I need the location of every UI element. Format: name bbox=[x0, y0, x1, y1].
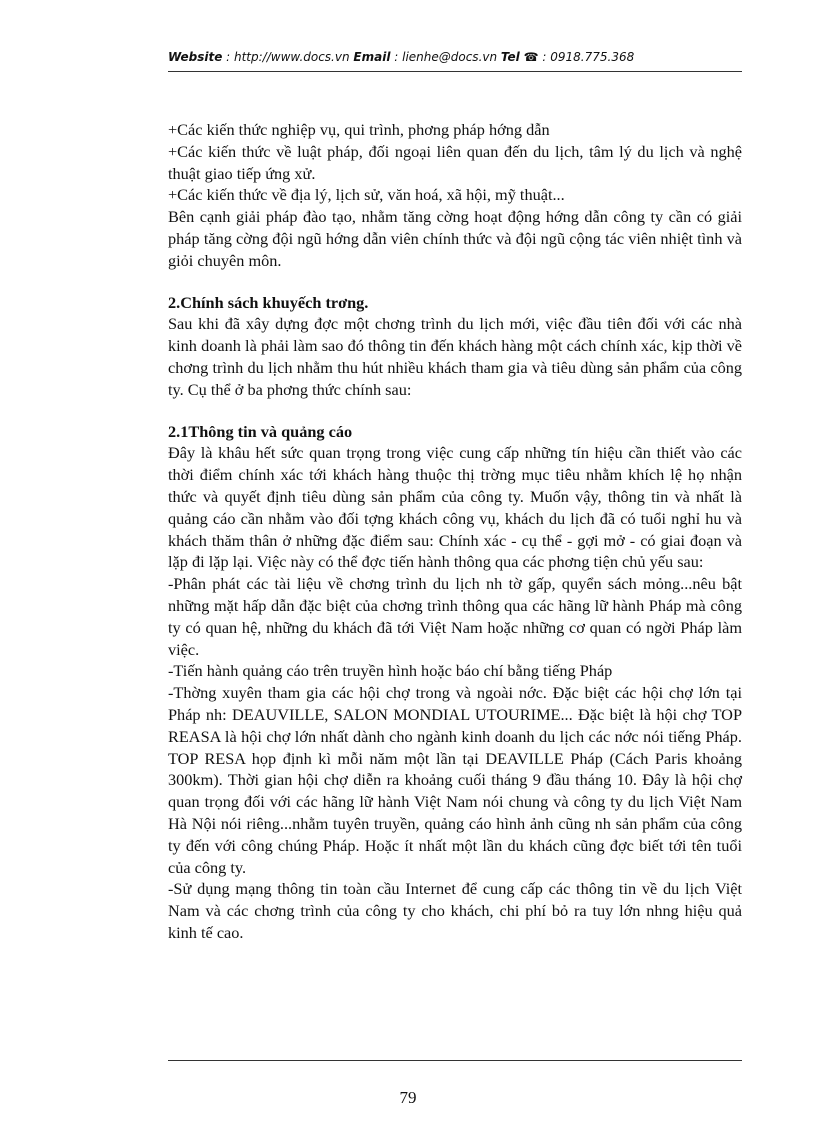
paragraph: -Phân phát các tài liệu về chơng trình du lịch nh tờ gấp, quyển sách mỏng...nêu bật những mặt hấp dẫn đặc biệt của chơng trình thông qua các hãng lữ hành Pháp mà công ty có quan hệ, những du khách đã tới Việt Nam hoặc những cơ quan có ngời Pháp làm việc. bbox=[168, 574, 742, 659]
page-number: 79 bbox=[399, 1088, 417, 1107]
paragraph: +Các kiến thức nghiệp vụ, qui trình, phơng pháp hớng dẫn bbox=[168, 120, 550, 139]
tel-value: : 0918.775.368 bbox=[538, 50, 635, 64]
paragraph: -Thờng xuyên tham gia các hội chợ trong và ngoài nớc. Đặc biệt các hội chợ lớn tại Pháp nh: DEAUVILLE, SALON MONDIAL UTOURIME... Đặc biệt là hội chợ TOP REASA là hội chợ lớn nhất dành cho ngành kinh doanh du lịch các nớc nói tiếng Pháp. TOP RESA họp định kì mỗi năm một lần tại DEAVILLE Pháp (Cách Paris khoảng 300km). Thời gian hội chợ diễn ra khoảng cuối tháng 9 đầu tháng 10. Đây là hội chợ quan trọng đối với các hãng lữ hành Việt Nam nói chung và công ty du lịch Việt Nam Hà Nội nói riêng...nhằm tuyên truyền, quảng cáo hình ảnh cũng nh sản phẩm của công ty đến với công chúng Pháp. Hoặc ít nhất một lần du khách cũng đợc biết tới tên tuổi của công ty. bbox=[168, 683, 742, 877]
paragraph: -Tiến hành quảng cáo trên truyền hình hoặc báo chí bằng tiếng Pháp bbox=[168, 661, 613, 681]
page-header bbox=[168, 50, 748, 64]
footer-divider bbox=[168, 1060, 742, 1061]
paragraph: +Các kiến thức về địa lý, lịch sử, văn hoá, xã hội, mỹ thuật... bbox=[168, 185, 565, 205]
paragraph: +Các kiến thức về luật pháp, đối ngoại liên quan đến du lịch, tâm lý du lịch và nghệ thuật giao tiếp ứng xử. bbox=[168, 141, 742, 183]
paragraph: Đây là khâu hết sức quan trọng trong việc cung cấp những tín hiệu cần thiết vào các thời điểm chính xác tới khách hàng thuộc thị trờng mục tiêu nhằm khích lệ họ nhận thức và quyết định tiêu dùng sản phẩm của công ty. Muốn vậy, thông tin và nhất là quảng cáo cần nhằm vào đối tợng khách công vụ, khách du lịch đã có tuổi nghỉ hu và khách thăm thân ở những đặc điểm sau: Chính xác - cụ thể - gợi mở - có giai đoạn và lặp đi lặp lại. Việc này có thể đợc tiến hành thông qua các phơng tiện chủ yếu sau: bbox=[168, 443, 742, 572]
subsection-heading: 2.1Thông tin và quảng cáo bbox=[168, 421, 353, 441]
website-label: Website bbox=[168, 50, 223, 64]
paragraph: Sau khi đã xây dựng đợc một chơng trình du lịch mới, việc đầu tiên đối với các nhà kinh doanh là phải làm sao đó thông tin đến khách hàng một cách chính xác, kịp thời về chơng trình du lịch nhằm thu hút nhiều khách tham gia và tiêu dùng sản phẩm của công ty. Cụ thể ở ba phơng thức chính sau: bbox=[168, 314, 742, 399]
phone-icon: ☎ bbox=[523, 50, 539, 64]
section-heading: 2.Chính sách khuyếch trơng. bbox=[168, 292, 369, 312]
website-value: : http://www.docs.vn bbox=[222, 50, 354, 64]
paragraph: Bên cạnh giải pháp đào tạo, nhằm tăng cờng hoạt động hớng dẫn công ty cần có giải pháp tăng cờng đội ngũ hớng dẫn viên chính thức và đội ngũ cộng tác viên nhiệt tình và giỏi chuyên môn. bbox=[168, 207, 742, 270]
tel-label: Tel bbox=[500, 50, 520, 64]
email-value: : lienhe@docs.vn bbox=[390, 50, 501, 64]
paragraph: -Sử dụng mạng thông tin toàn cầu Internet để cung cấp các thông tin về du lịch Việt Nam và các chơng trình của công ty cho khách, chi phí bỏ ra tuy lớn nhng hiệu quả kinh tế cao. bbox=[168, 879, 742, 942]
email-label: Email bbox=[353, 50, 391, 64]
header-divider bbox=[168, 71, 742, 72]
document-body bbox=[168, 119, 742, 944]
